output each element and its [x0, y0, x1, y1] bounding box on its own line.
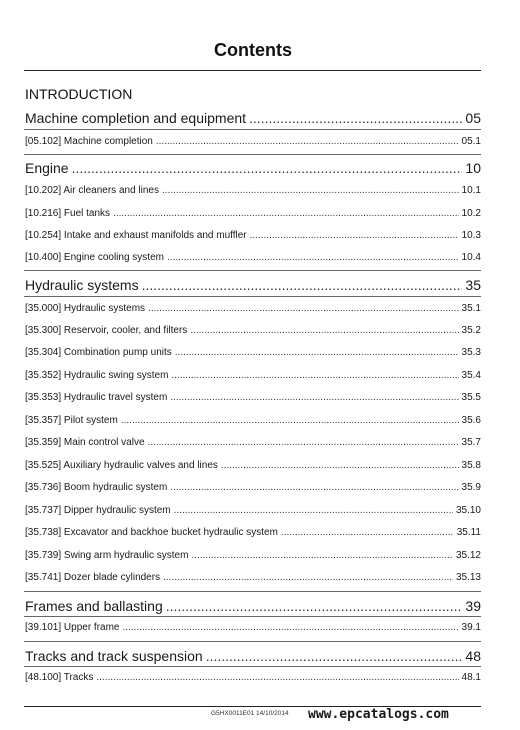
entry-title: [35.736] Boom hydraulic system: [25, 482, 168, 493]
entry-title: [48.100] Tracks: [25, 672, 94, 683]
page-number: 35.13: [455, 572, 481, 583]
page-number: 35.4: [461, 370, 481, 381]
section-divider: [24, 666, 481, 667]
dot-leader: [166, 598, 463, 614]
entry-title: [35.352] Hydraulic swing system: [25, 370, 169, 381]
page-number: 35.7: [461, 437, 481, 448]
page-number: 35.1: [461, 303, 481, 314]
chapter-entry[interactable]: [25, 160, 481, 176]
section-entry[interactable]: [25, 252, 481, 263]
section-entry[interactable]: [25, 460, 481, 471]
section-divider: [24, 270, 481, 271]
entry-title: [10.254] Intake and exhaust manifolds and muffler: [25, 230, 247, 241]
section-entry[interactable]: [25, 347, 481, 358]
section-entry[interactable]: [25, 370, 481, 381]
chapter-entry[interactable]: [25, 598, 481, 614]
entry-title: [35.000] Hydraulic systems: [25, 303, 146, 314]
page-number: 48.1: [461, 672, 481, 683]
dot-leader: [113, 208, 458, 219]
section-entry[interactable]: [25, 622, 481, 633]
section-entry[interactable]: [25, 527, 481, 538]
section-entry[interactable]: [25, 550, 481, 561]
section-entry[interactable]: [25, 572, 481, 583]
entry-title: Hydraulic systems: [25, 277, 139, 293]
section-divider: [24, 591, 481, 592]
page-number: 05: [465, 110, 481, 126]
entry-title: [35.357] Pilot system: [25, 415, 118, 426]
dot-leader: [123, 622, 459, 633]
dot-leader: [148, 437, 459, 448]
page-number: 10: [465, 160, 481, 176]
section-entry[interactable]: [25, 230, 481, 241]
dot-leader: [250, 230, 459, 241]
dot-leader: [170, 482, 458, 493]
dot-leader: [142, 277, 463, 293]
introduction-heading[interactable]: INTRODUCTION: [25, 86, 133, 102]
section-divider: [24, 129, 481, 130]
entry-title: Frames and ballasting: [25, 598, 163, 614]
dot-leader: [190, 325, 458, 336]
section-divider: [24, 296, 481, 297]
page-number: 05.1: [461, 136, 481, 147]
dot-leader: [121, 415, 459, 426]
entry-title: [35.525] Auxiliary hydraulic valves and lines: [25, 460, 218, 471]
entry-title: Engine: [25, 160, 69, 176]
section-entry[interactable]: [25, 208, 481, 219]
entry-title: [35.300] Reservoir, cooler, and filters: [25, 325, 188, 336]
entry-title: Tracks and track suspension: [25, 648, 203, 664]
page-number: 35.6: [461, 415, 481, 426]
dot-leader: [206, 648, 463, 664]
entry-title: [35.738] Excavator and backhoe bucket hydraulic system: [25, 527, 278, 538]
entry-title: [35.304] Combination pump units: [25, 347, 172, 358]
entry-title: [10.216] Fuel tanks: [25, 208, 111, 219]
dot-leader: [191, 550, 453, 561]
dot-leader: [171, 370, 458, 381]
page-number: 39.1: [461, 622, 481, 633]
section-divider: [24, 616, 481, 617]
page-number: 10.1: [461, 185, 481, 196]
section-divider: [24, 154, 481, 155]
dot-leader: [163, 572, 453, 583]
website-watermark: www.epcatalogs.com: [308, 707, 449, 722]
page-title: Contents: [214, 40, 292, 60]
section-entry[interactable]: [25, 672, 481, 683]
page-number: 35.11: [456, 527, 481, 538]
chapter-entry[interactable]: [25, 648, 481, 664]
entry-title: [05.102] Machine completion: [25, 136, 153, 147]
page-number: 35.12: [455, 550, 481, 561]
section-entry[interactable]: [25, 136, 481, 147]
dot-leader: [96, 672, 458, 683]
page-number: 10.2: [461, 208, 481, 219]
page-number: 35.2: [461, 325, 481, 336]
dot-leader: [162, 185, 459, 196]
page-number: 35.5: [461, 392, 481, 403]
dot-leader: [72, 160, 463, 176]
entry-title: [10.400] Engine cooling system: [25, 252, 164, 263]
section-entry[interactable]: [25, 505, 481, 516]
entry-title: [35.737] Dipper hydraulic system: [25, 505, 171, 516]
entry-title: Machine completion and equipment: [25, 110, 247, 126]
section-entry[interactable]: [25, 185, 481, 196]
section-entry[interactable]: [25, 437, 481, 448]
dot-leader: [170, 392, 458, 403]
page-number: 35.9: [461, 482, 481, 493]
dot-leader: [221, 460, 459, 471]
page-number: 35.3: [461, 347, 481, 358]
entry-title: [35.741] Dozer blade cylinders: [25, 572, 161, 583]
page-number: 35: [465, 277, 481, 293]
page-number: 48: [465, 648, 481, 664]
dot-leader: [281, 527, 454, 538]
entry-title: [35.359] Main control valve: [25, 437, 145, 448]
dot-leader: [174, 505, 453, 516]
entry-title: [35.353] Hydraulic travel system: [25, 392, 168, 403]
chapter-entry[interactable]: [25, 110, 481, 126]
top-divider: [24, 70, 481, 71]
page-number: 10.4: [461, 252, 481, 263]
page-number: 35.8: [461, 460, 481, 471]
dot-leader: [249, 110, 462, 126]
entry-title: [35.739] Swing arm hydraulic system: [25, 550, 189, 561]
page-number: 10.3: [461, 230, 481, 241]
dot-leader: [167, 252, 459, 263]
entry-title: [10.202] Air cleaners and lines: [25, 185, 159, 196]
section-entry[interactable]: [25, 325, 481, 336]
section-divider: [24, 641, 481, 642]
chapter-entry[interactable]: [25, 277, 481, 293]
section-entry[interactable]: [25, 303, 481, 314]
dot-leader: [156, 136, 459, 147]
dot-leader: [148, 303, 458, 314]
section-entry[interactable]: [25, 392, 481, 403]
section-entry[interactable]: [25, 415, 481, 426]
dot-leader: [175, 347, 459, 358]
page-number: 39: [465, 598, 481, 614]
page-number: 35.10: [455, 505, 481, 516]
entry-title: [39.101] Upper frame: [25, 622, 120, 633]
document-code: G5HX0011E01 14/10/2014: [211, 710, 289, 717]
section-entry[interactable]: [25, 482, 481, 493]
